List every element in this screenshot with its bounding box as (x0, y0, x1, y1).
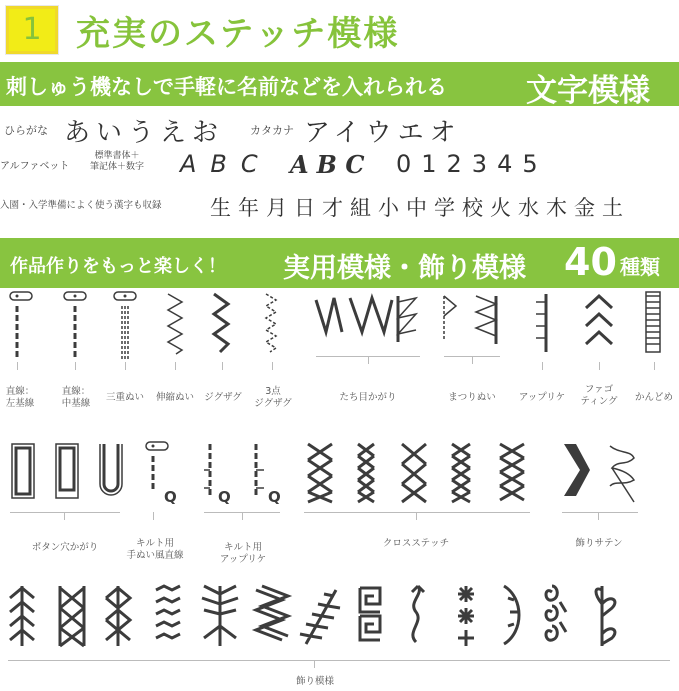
group-line-decorative (8, 660, 670, 661)
caption-decorative: 飾り模様 (295, 676, 334, 687)
quilt-applique-q-mark-2: Q (268, 488, 281, 506)
fagoting-stitch-icon (582, 292, 616, 354)
hiragana-chars: あいうえお (64, 118, 225, 148)
banner2-emphasis: 実用模様・飾り模様 (283, 253, 526, 284)
alphabet-standard: ABC (180, 150, 272, 178)
group-line-buttonhole (10, 512, 120, 513)
caption-stretch: 伸縮ぬい (155, 392, 194, 403)
alphabet-note-line2: 筆記体＋数字 (90, 162, 145, 172)
tick-bartack (654, 362, 655, 370)
bar-tack-stitch-icon (640, 290, 668, 356)
feature-banner-stitches (0, 238, 679, 288)
quilt-applique-stitch-icon (200, 440, 276, 506)
tick-straight-left (17, 362, 18, 370)
quilt-q-mark: Q (164, 488, 177, 506)
zigzag-stitch-icon (210, 292, 234, 354)
straight-left-stitch-icon (8, 290, 38, 362)
caption-cross: クロスステッチ (382, 538, 450, 549)
tick-decorative (314, 660, 315, 668)
caption-triple: 三重ぬい (105, 392, 144, 403)
tick-zigzag (222, 362, 223, 370)
kanji-chars: 生年月日才組小中学校火水木金土 (210, 196, 630, 220)
quilt-applique-q-mark-1: Q (218, 488, 231, 506)
tick-straight-center (75, 362, 76, 370)
caption-buttonhole: ボタン穴かがり (31, 542, 99, 553)
tick-stretch (175, 362, 176, 370)
buttonhole-stitch-icon (8, 440, 124, 504)
caption-straight-left: 直線： 左基線 (5, 386, 35, 409)
group-line-cross (304, 512, 530, 513)
cross-stitch-icon (302, 440, 532, 506)
caption-zigzag: ジグザグ (204, 392, 242, 403)
banner-text: 刺しゅう機なしで手軽に名前などを入れられる (6, 75, 447, 99)
overlock-stitch-icon (312, 292, 426, 350)
banner2-count: 40 (564, 240, 617, 284)
tick-three-point (272, 362, 273, 370)
tick-fagoting (599, 362, 600, 370)
tick-quilt-hand (153, 512, 154, 520)
caption-blind: まつりぬい (448, 392, 496, 403)
alphabet-note (90, 151, 144, 173)
page-title: 充実のステッチ模様 (76, 14, 400, 54)
caption-quilt-hand: キルト用 手ぬい風直線 (126, 538, 184, 561)
satin-stitch-icon (560, 440, 640, 506)
tick-triple (125, 362, 126, 370)
section-number: 1 (22, 12, 42, 47)
alphabet-label: アルファベット (0, 161, 70, 172)
group-line-satin (562, 512, 638, 513)
three-point-zigzag-icon (260, 292, 284, 354)
caption-applique: アップリケ (518, 392, 566, 403)
alphabet-script: ABC (290, 150, 373, 179)
tick-quilt-applique (242, 512, 243, 520)
tick-buttonhole (64, 512, 65, 520)
caption-bartack: かんどめ (634, 392, 673, 403)
tick-cross (416, 512, 417, 520)
feature-banner-lettering (0, 62, 679, 109)
decorative-stitches-icon (4, 582, 674, 652)
section-number-badge (6, 6, 58, 54)
group-tick-blind (472, 356, 473, 364)
caption-quilt-applique: キルト用 アップリケ (219, 542, 267, 565)
banner-emphasis: 文字模様 (526, 73, 650, 109)
alphabet-note-line1: 標準書体＋ (94, 151, 140, 161)
katakana-chars: アイウエオ (304, 118, 462, 148)
applique-stitch-icon (530, 292, 554, 354)
caption-fagoting: ファゴ ティング (580, 384, 618, 407)
banner2-unit: 種類 (620, 255, 660, 279)
banner2-text: 作品作りをもっと楽しく！ (10, 256, 226, 277)
katakana-label: カタカナ (250, 124, 294, 137)
alphabet-digits: 012345 (396, 150, 548, 178)
stretch-stitch-icon (164, 292, 188, 354)
blind-stitch-icon (440, 292, 502, 350)
straight-center-stitch-icon (62, 290, 92, 362)
kanji-label: 入園・入学準備によく使う漢字も収録 (0, 200, 162, 211)
caption-overlock: たち目かがり (339, 392, 397, 403)
hiragana-label: ひらがな (4, 124, 48, 137)
tick-applique (542, 362, 543, 370)
triple-stitch-icon (112, 290, 142, 362)
group-tick-overlock (368, 356, 369, 364)
caption-three-point: 3点 ジグザグ (254, 386, 292, 409)
tick-satin (598, 512, 599, 520)
caption-straight-center: 直線： 中基線 (61, 386, 91, 409)
caption-satin: 飾りサテン (575, 538, 623, 549)
